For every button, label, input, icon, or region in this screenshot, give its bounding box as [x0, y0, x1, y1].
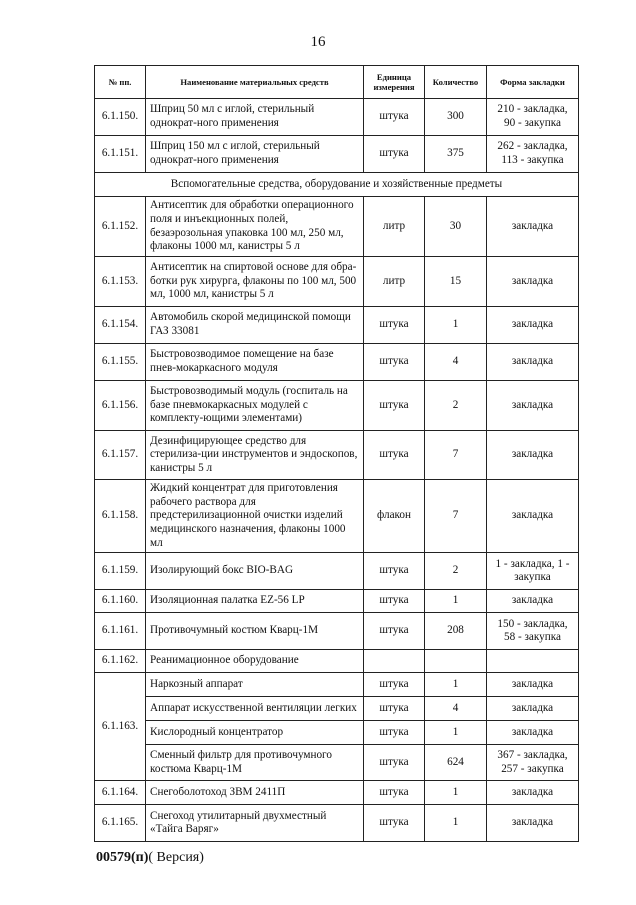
- table-row: [95, 381, 579, 431]
- page-number: 16: [310, 34, 326, 50]
- table-row: [95, 553, 579, 590]
- row-num: 6.1.161.: [95, 613, 146, 650]
- footer-version: [96, 850, 204, 866]
- column-header-unit: Единица измерения: [364, 66, 425, 99]
- row-unit: штука: [364, 673, 425, 697]
- row-num: 6.1.154.: [95, 307, 146, 344]
- row-name: Изолирующий бокс BIO-BAG: [146, 553, 364, 590]
- row-qty: 375: [425, 136, 487, 173]
- row-qty: 2: [425, 381, 487, 431]
- row-qty: 1: [425, 805, 487, 842]
- row-unit: штука: [364, 344, 425, 381]
- row-qty: 1: [425, 781, 487, 805]
- table-row: [95, 745, 579, 781]
- row-num: 6.1.156.: [95, 381, 146, 431]
- row-form: закладка: [487, 307, 579, 344]
- table-row: [95, 590, 579, 613]
- row-unit: литр: [364, 257, 425, 307]
- row-unit: штука: [364, 381, 425, 431]
- row-unit: штука: [364, 307, 425, 344]
- row-form: [487, 650, 579, 673]
- row-form: 262 - закладка, 113 - закупка: [487, 136, 579, 173]
- row-name: Шприц 150 мл с иглой, стерильный однократ-ного применения: [146, 136, 364, 173]
- row-qty: 1: [425, 673, 487, 697]
- row-form: закладка: [487, 781, 579, 805]
- row-qty: 1: [425, 307, 487, 344]
- table-row: [95, 99, 579, 136]
- row-qty: 300: [425, 99, 487, 136]
- row-form: 1 - закладка, 1 - закупка: [487, 553, 579, 590]
- row-form: закладка: [487, 257, 579, 307]
- row-form: 150 - закладка, 58 - закупка: [487, 613, 579, 650]
- row-unit: штука: [364, 553, 425, 590]
- row-name: Реанимационное оборудование: [146, 650, 364, 673]
- row-num: 6.1.153.: [95, 257, 146, 307]
- row-num: 6.1.164.: [95, 781, 146, 805]
- row-form: закладка: [487, 805, 579, 842]
- row-qty: 208: [425, 613, 487, 650]
- row-qty: 30: [425, 197, 487, 257]
- row-unit: штука: [364, 805, 425, 842]
- row-num: 6.1.163.: [95, 673, 146, 781]
- version-label: ( Версия): [148, 850, 204, 865]
- row-name: Дезинфицирующее средство для стерилиза-ции инструментов и эндоскопов, канистры 5 л: [146, 431, 364, 480]
- section-title: Вспомогательные средства, оборудование и хозяйственные предметы: [95, 173, 579, 197]
- table-row: [95, 307, 579, 344]
- row-qty: 624: [425, 745, 487, 781]
- row-name: Быстровозводимый модуль (госпиталь на базе пневмокаркасных модулей с комплекту-ющими элементами): [146, 381, 364, 431]
- row-unit: флакон: [364, 480, 425, 553]
- row-num: 6.1.155.: [95, 344, 146, 381]
- table-row: [95, 197, 579, 257]
- row-form: закладка: [487, 431, 579, 480]
- table-row: [95, 136, 579, 173]
- row-num: 6.1.159.: [95, 553, 146, 590]
- row-unit: штука: [364, 590, 425, 613]
- row-qty: 1: [425, 721, 487, 745]
- row-unit: штука: [364, 136, 425, 173]
- column-header-num: № пп.: [95, 66, 146, 99]
- row-name: Снегоход утилитарный двухместный «Тайга Варяг»: [146, 805, 364, 842]
- row-name: Антисептик на спиртовой основе для обра-ботки рук хирурга, флаконы по 100 мл, 500 мл, 1000 мл, канистры 5 л: [146, 257, 364, 307]
- section-row: [95, 173, 579, 197]
- row-name: Антисептик для обработки операционного поля и инъекционных полей, безаэрозольная упаковка 100 мл, 250 мл, флаконы 1000 мл, канистры 5 л: [146, 197, 364, 257]
- table-row: [95, 344, 579, 381]
- table-row: [95, 431, 579, 480]
- table-row: [95, 805, 579, 842]
- row-name: Наркозный аппарат: [146, 673, 364, 697]
- row-name: Автомобиль скорой медицинской помощи ГАЗ 33081: [146, 307, 364, 344]
- table-row: [95, 613, 579, 650]
- row-num: 6.1.158.: [95, 480, 146, 553]
- table-header-row: [95, 66, 579, 99]
- row-form: закладка: [487, 721, 579, 745]
- row-form: закладка: [487, 480, 579, 553]
- table-row: [95, 673, 579, 697]
- row-form: закладка: [487, 344, 579, 381]
- row-unit: штука: [364, 697, 425, 721]
- row-num: 6.1.160.: [95, 590, 146, 613]
- row-name: Кислородный концентратор: [146, 721, 364, 745]
- row-unit: штука: [364, 431, 425, 480]
- document-code: 00579(п): [96, 850, 149, 865]
- row-name: Быстровозводимое помещение на базе пнев-мокаркасного модуля: [146, 344, 364, 381]
- table-row: [95, 650, 579, 673]
- row-form: закладка: [487, 673, 579, 697]
- row-qty: 4: [425, 344, 487, 381]
- row-num: 6.1.151.: [95, 136, 146, 173]
- row-name: Снегоболотоход ЗВМ 2411П: [146, 781, 364, 805]
- table-row: [95, 697, 579, 721]
- row-num: 6.1.165.: [95, 805, 146, 842]
- row-unit: штука: [364, 99, 425, 136]
- row-num: 6.1.157.: [95, 431, 146, 480]
- row-name: Шприц 50 мл с иглой, стерильный однократ-ного применения: [146, 99, 364, 136]
- row-qty: 4: [425, 697, 487, 721]
- column-header-name: Наименование материальных средств: [146, 66, 364, 99]
- row-name: Противочумный костюм Кварц-1М: [146, 613, 364, 650]
- row-form: закладка: [487, 697, 579, 721]
- row-qty: 7: [425, 480, 487, 553]
- column-header-form: Форма закладки: [487, 66, 579, 99]
- column-header-qty: Количество: [425, 66, 487, 99]
- row-name: Изоляционная палатка EZ-56 LP: [146, 590, 364, 613]
- row-qty: 7: [425, 431, 487, 480]
- row-form: закладка: [487, 381, 579, 431]
- row-unit: штука: [364, 781, 425, 805]
- row-form: 210 - закладка, 90 - закупка: [487, 99, 579, 136]
- table-row: [95, 781, 579, 805]
- row-unit: [364, 650, 425, 673]
- row-qty: 2: [425, 553, 487, 590]
- row-qty: [425, 650, 487, 673]
- materials-table: [94, 65, 579, 842]
- row-form: закладка: [487, 590, 579, 613]
- row-num: 6.1.152.: [95, 197, 146, 257]
- row-name: Сменный фильтр для противочумного костюма Кварц-1М: [146, 745, 364, 781]
- row-name: Жидкий концентрат для приготовления рабочего раствора для предстерилизационной очистки изделий медицинского назначения, флаконы 1000 мл: [146, 480, 364, 553]
- row-num: 6.1.150.: [95, 99, 146, 136]
- row-unit: литр: [364, 197, 425, 257]
- row-qty: 15: [425, 257, 487, 307]
- table-row: [95, 257, 579, 307]
- row-form: 367 - закладка, 257 - закупка: [487, 745, 579, 781]
- row-name: Аппарат искусственной вентиляции легких: [146, 697, 364, 721]
- row-unit: штука: [364, 613, 425, 650]
- row-unit: штука: [364, 745, 425, 781]
- row-qty: 1: [425, 590, 487, 613]
- table-row: [95, 721, 579, 745]
- row-unit: штука: [364, 721, 425, 745]
- row-num: 6.1.162.: [95, 650, 146, 673]
- row-form: закладка: [487, 197, 579, 257]
- table-row: [95, 480, 579, 553]
